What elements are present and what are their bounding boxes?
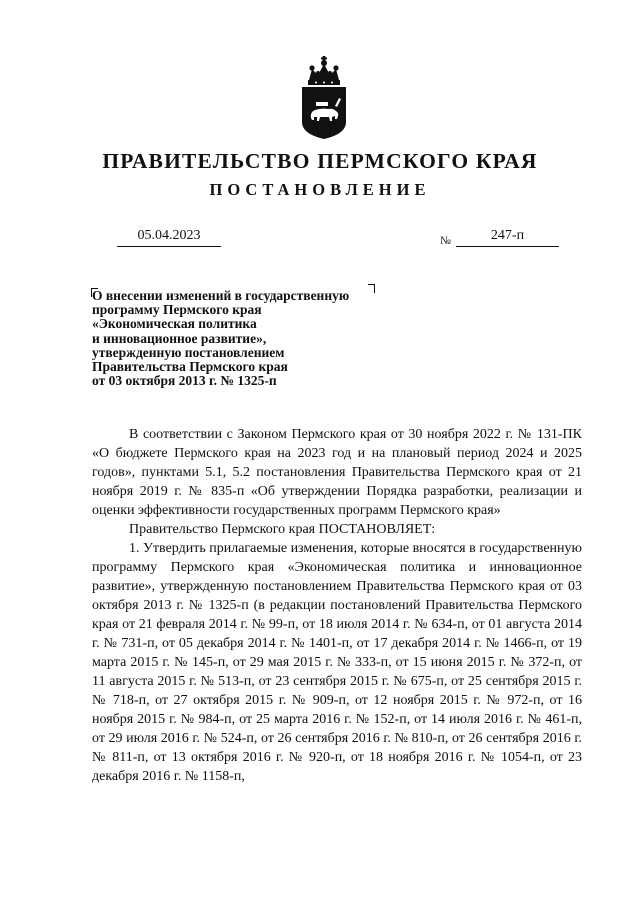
- subject-line: и инновационное развитие»,: [92, 330, 267, 346]
- document-body: [92, 425, 582, 786]
- number-underline: [456, 246, 559, 247]
- number-sign: №: [440, 235, 451, 247]
- body-paragraph-preamble: В соответствии с Законом Пермского края от 30 ноября 2022 г. № 131-ПК «О бюджете Пермского края на 2023 год и на плановый период 2024 и 2025 годов», пунктами 5.1, 5.2 постановления Правительства Пермского края от 21 ноября 2019 г. № 835-п «Об утверждении Порядка разработки, реализации и оценки эффективности государственных программ Пермского края»: [92, 427, 582, 518]
- body-paragraph-item-1: 1. Утвердить прилагаемые изменения, которые вносятся в государственную программу Пермского края «Экономическая политика и инновационное развитие», утвержденную постановлением Правительства Пермского края от 03 октября 2013 г. № 1325-п (в редакции постановлений Правительства Пермского края от 21 февраля 2014 г. № 99-п, от 18 июля 2014 г. № 634-п, от 01 августа 2014 г. № 731-п, от 05 декабря 2014 г. № 1401-п, от 17 декабря 2014 г. № 1466-п, от 19 марта 2015 г. № 145-п, от 29 мая 2015 г. № 333-п, от 15 июня 2015 г. № 372-п, от 11 августа 2015 г. № 513-п, от 23 сентября 2015 г. № 675-п, от 25 сентября 2015 г. № 718-п, от 27 октября 2015 г. № 909-п, от 12 ноября 2015 г. № 972-п, от 16 ноября 2015 г. № 984-п, от 25 марта 2016 г. № 152-п, от 14 июля 2016 г. № 461-п, от 29 июля 2016 г. № 524-п, от 26 сентября 2016 г. № 810-п, от 26 сентября 2016 г. № 811-п, от 13 октября 2016 г. № 920-п, от 18 ноября 2016 г. № 1054-п, от 23 декабря 2016 г. № 1158-п,: [92, 541, 582, 784]
- coat-of-arms-icon: [299, 56, 349, 140]
- date-underline: [117, 246, 221, 247]
- document-subject: [92, 289, 392, 388]
- subject-line: программу Пермского края: [92, 302, 262, 318]
- subject-line: от 03 октября 2013 г. № 1325-п: [92, 373, 277, 389]
- document-type: ПОСТАНОВЛЕНИЕ: [209, 180, 431, 199]
- body-paragraph-resolution: Правительство Пермского края ПОСТАНОВЛЯЕТ:: [129, 522, 436, 537]
- subject-line: Правительства Пермского края: [92, 359, 288, 375]
- document-date: 05.04.2023: [137, 228, 201, 243]
- subject-line: «Экономическая политика: [92, 316, 257, 332]
- subject-line: утвержденную постановлением: [92, 344, 285, 360]
- government-title: ПРАВИТЕЛЬСТВО ПЕРМСКОГО КРАЯ: [102, 149, 538, 173]
- subject-line: О внесении изменений в государственную: [92, 288, 350, 303]
- document-number: 247-п: [490, 228, 525, 243]
